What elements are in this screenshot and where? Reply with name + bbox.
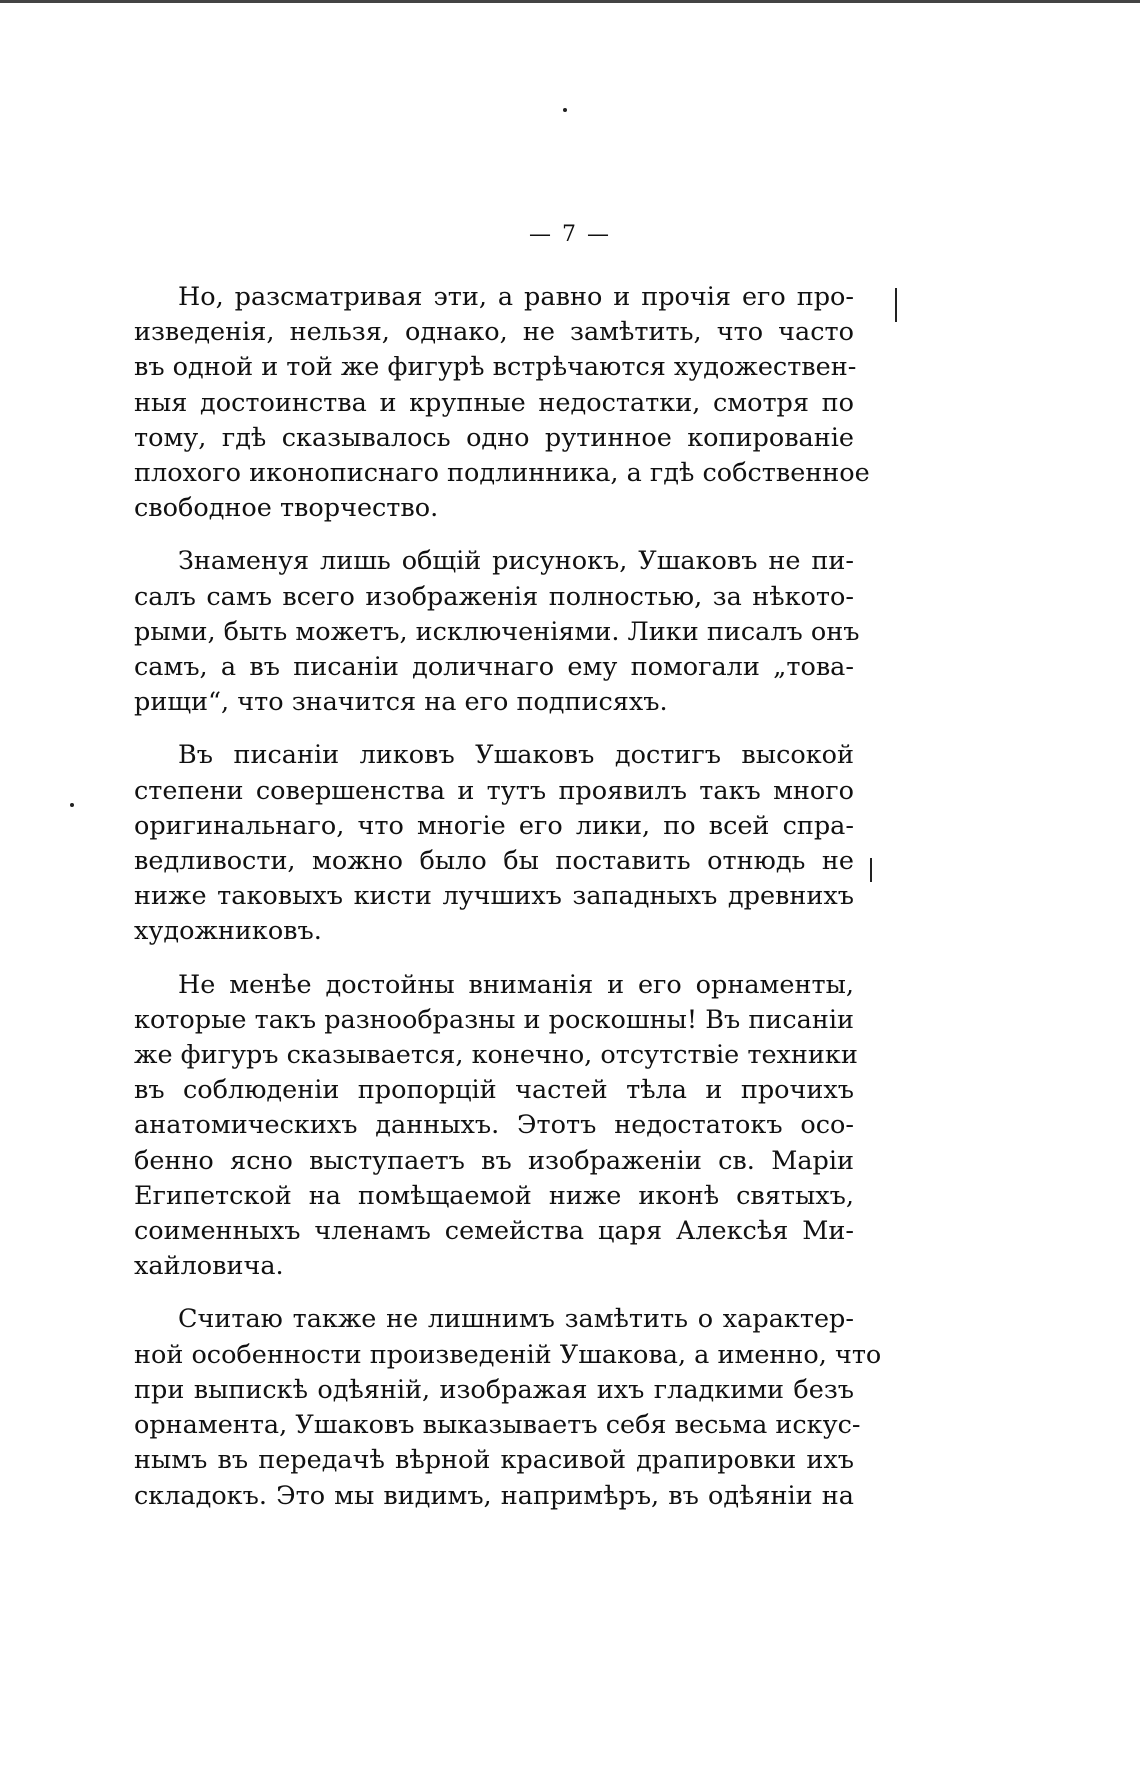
- text-line: Въ писаніи ликовъ Ушаковъ достигъ высокой: [178, 740, 854, 771]
- text-line: салъ самъ всего изображенія полностью, за нѣкото-: [134, 581, 854, 612]
- text-line: въ одной и той же фигурѣ встрѣчаются художествен-: [134, 352, 857, 383]
- text-line: бенно ясно выступаетъ въ изображеніи св. Маріи: [134, 1145, 854, 1176]
- text-line: свободное творчество.: [134, 493, 439, 524]
- text-line: соименныхъ членамъ семейства царя Алексѣя Ми-: [134, 1216, 854, 1247]
- text-line: при выпискѣ одѣяній, изображая ихъ гладкими безъ: [134, 1374, 854, 1405]
- body-text: [134, 280, 882, 1532]
- paragraph-5: [134, 1302, 882, 1513]
- text-line: Но, разсматривая эти, а равно и прочія его про-: [178, 282, 854, 312]
- text-line: орнамента, Ушаковъ выказываетъ себя весьма искус-: [134, 1410, 861, 1441]
- text-line: Не менѣе достойны вниманія и его орнаменты,: [178, 969, 854, 1000]
- paragraph-4: [134, 968, 858, 1285]
- text-line: ныя достоинства и крупные недостатки, смотря по: [134, 387, 854, 418]
- text-line: художниковъ.: [134, 916, 322, 947]
- scan-speck: [895, 288, 897, 322]
- text-line: нымъ въ передачѣ вѣрной красивой драпировки ихъ: [134, 1445, 854, 1476]
- text-line: хайловича.: [134, 1251, 284, 1282]
- scan-speck: [0, 0, 1140, 3]
- text-line: рыми, быть можетъ, исключеніями. Лики писалъ онъ: [134, 616, 860, 647]
- text-line: Считаю также не лишнимъ замѣтить о характер-: [178, 1304, 854, 1335]
- text-line: Знаменуя лишь общій рисунокъ, Ушаковъ не пи-: [178, 546, 854, 577]
- page-number: — 7 —: [529, 222, 611, 247]
- text-line: рищи“, что значится на его подписяхъ.: [134, 687, 668, 718]
- text-line: которые такъ разнообразны и роскошны! Въ писаніи: [134, 1004, 854, 1035]
- text-line: ниже таковыхъ кисти лучшихъ западныхъ древнихъ: [134, 881, 854, 912]
- paragraph-2: [134, 544, 860, 720]
- text-line: же фигуръ сказывается, конечно, отсутствіе техники: [134, 1040, 858, 1071]
- text-line: ведливости, можно было бы поставить отнюдь не: [134, 846, 854, 877]
- scan-speck: [870, 858, 872, 882]
- text-line: степени совершенства и тутъ проявилъ такъ много: [134, 775, 854, 806]
- text-line: анатомическихъ данныхъ. Этотъ недостатокъ осо-: [134, 1110, 854, 1141]
- scan-speck: [70, 803, 74, 807]
- text-line: оригинальнаго, что многіе его лики, по всей спра-: [134, 810, 854, 841]
- text-line: самъ, а въ писаніи доличнаго ему помогали „това-: [134, 652, 854, 683]
- text-line: складокъ. Это мы видимъ, напримѣръ, въ одѣяніи на: [134, 1480, 854, 1511]
- text-line: изведенія, нельзя, однако, не замѣтить, что часто: [134, 317, 854, 348]
- paragraph-1: [134, 280, 870, 526]
- scan-speck: [563, 108, 567, 112]
- text-line: тому, гдѣ сказывалось одно рутинное копированіе: [134, 422, 854, 453]
- text-line: ной особенности произведеній Ушакова, а именно, что: [134, 1339, 882, 1370]
- text-line: Египетской на помѣщаемой ниже иконѣ святыхъ,: [134, 1180, 854, 1211]
- paragraph-3: [134, 738, 854, 949]
- text-line: плохого иконописнаго подлинника, а гдѣ собственное: [134, 458, 870, 489]
- text-line: въ соблюденіи пропорцій частей тѣла и прочихъ: [134, 1075, 854, 1106]
